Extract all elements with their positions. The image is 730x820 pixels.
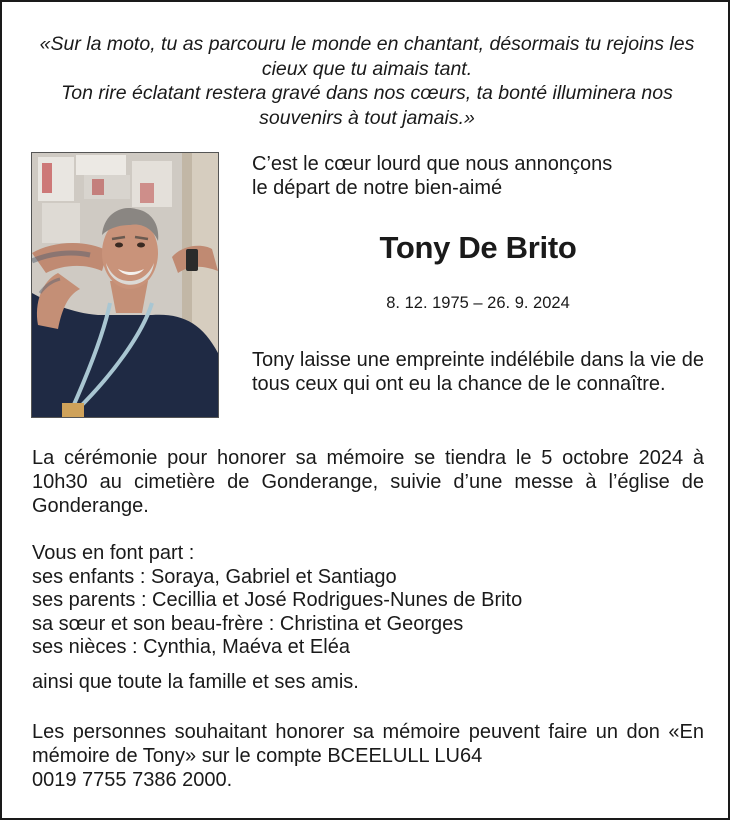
donation-info [32, 720, 704, 792]
family-heading: Vous en font part : [32, 542, 195, 564]
ceremony-details: La cérémonie pour honorer sa mémoire se tiendra le 5 octobre 2024 à 10h30 au cimetière de Gonderange, suivie d’une messe à l’église de Gonderange. [32, 447, 704, 517]
deceased-name: Tony De Brito [379, 230, 577, 265]
family-member: ses parents : Cecillia et José Rodrigues-Nunes de Brito [32, 589, 523, 611]
family-member: sa sœur et son beau-frère : Christina et Georges [32, 612, 464, 635]
quote-line-2: Ton rire éclatant restera gravé dans nos cœurs, ta bonté illuminera nos souvenirs à tout jamais.» [61, 82, 673, 129]
family-member: ses nièces : Cynthia, Maéva et Eléa [32, 636, 350, 658]
memorial-quote [22, 32, 712, 130]
portrait-photo [31, 152, 219, 418]
donation-account: 0019 7755 7386 2000. [32, 769, 233, 791]
tribute-text: Tony laisse une empreinte indélébile dans la vie de tous ceux qui ont eu la chance de le connaître. [252, 349, 704, 395]
family-member: ses enfants : Soraya, Gabriel et Santiago [32, 565, 397, 588]
intro-line-2: le départ de notre bien-aimé [252, 177, 503, 199]
family-announcers [32, 542, 704, 694]
life-dates: 8. 12. 1975 – 26. 9. 2024 [386, 294, 570, 312]
donation-line-1: Les personnes souhaitant honorer sa mémoire peuvent faire un don «En mémoire de Tony» sur le compte BCEELULL LU64 [32, 721, 704, 767]
quote-line-1: «Sur la moto, tu as parcouru le monde en chantant, désormais tu rejoins les cieux que tu aimais tant. [39, 33, 695, 80]
family-closing: ainsi que toute la famille et ses amis. [32, 670, 359, 693]
announcement-intro [252, 152, 704, 200]
intro-line-1: C’est le cœur lourd que nous annonçons [252, 153, 613, 175]
